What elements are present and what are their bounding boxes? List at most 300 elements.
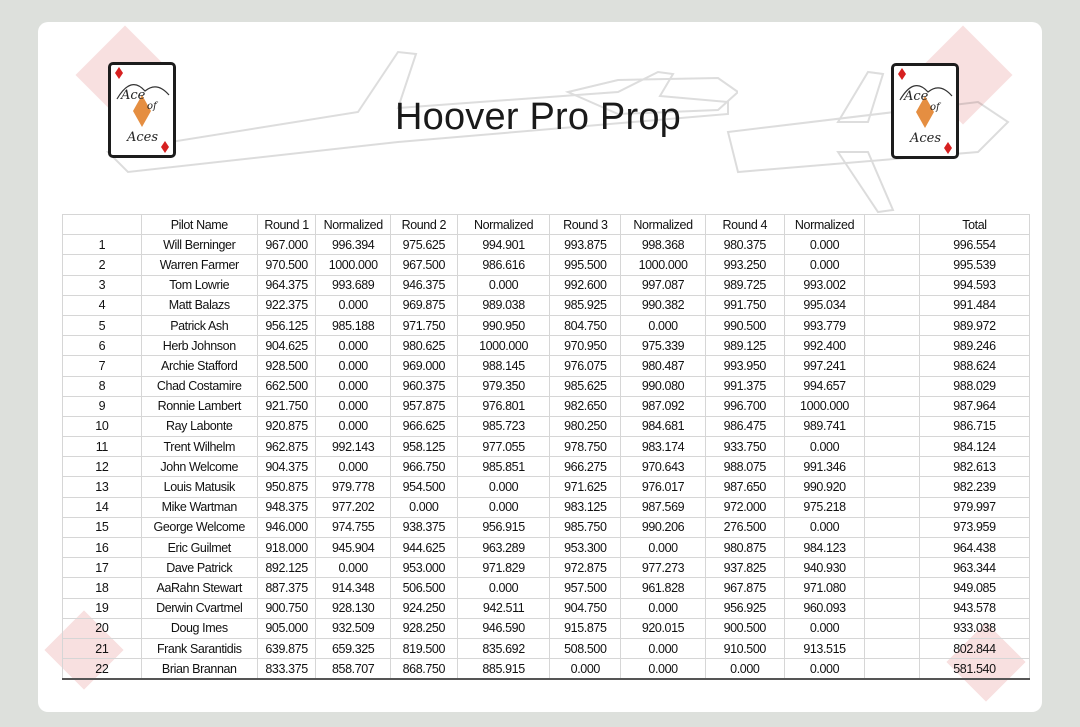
score-cell: 963.289: [457, 538, 550, 558]
rank-cell: 6: [63, 336, 142, 356]
score-cell: 914.348: [316, 578, 391, 598]
score-cell: [865, 517, 920, 537]
score-cell: 988.145: [457, 356, 550, 376]
total-cell: 802.844: [919, 638, 1029, 658]
rank-cell: 5: [63, 315, 142, 335]
total-cell: 973.959: [919, 517, 1029, 537]
rank-cell: 15: [63, 517, 142, 537]
score-cell: 976.017: [621, 477, 706, 497]
score-cell: 966.275: [550, 457, 621, 477]
score-cell: 0.000: [784, 517, 865, 537]
score-cell: 967.000: [257, 235, 316, 255]
pilot-name-cell: Archie Stafford: [141, 356, 257, 376]
score-cell: 990.206: [621, 517, 706, 537]
table-row: [63, 356, 1030, 376]
score-cell: 0.000: [457, 578, 550, 598]
pilot-name-cell: Will Berninger: [141, 235, 257, 255]
score-cell: 967.500: [391, 255, 458, 275]
score-cell: 946.000: [257, 517, 316, 537]
table-row: [63, 659, 1030, 680]
score-cell: 986.475: [705, 416, 784, 436]
score-cell: 988.075: [705, 457, 784, 477]
total-cell: 991.484: [919, 295, 1029, 315]
score-cell: 945.904: [316, 538, 391, 558]
score-cell: 920.875: [257, 416, 316, 436]
table-row: [63, 396, 1030, 416]
score-cell: 990.500: [705, 315, 784, 335]
score-cell: 0.000: [457, 477, 550, 497]
rank-cell: 8: [63, 376, 142, 396]
column-header: Normalized: [784, 215, 865, 235]
score-cell: 0.000: [550, 659, 621, 680]
score-cell: 983.174: [621, 437, 706, 457]
score-cell: [865, 416, 920, 436]
score-cell: 993.950: [705, 356, 784, 376]
pilot-name-cell: Frank Sarantidis: [141, 638, 257, 658]
rank-cell: 12: [63, 457, 142, 477]
score-cell: 984.681: [621, 416, 706, 436]
score-cell: 835.692: [457, 638, 550, 658]
score-cell: 956.925: [705, 598, 784, 618]
table-row: [63, 315, 1030, 335]
table-row: [63, 255, 1030, 275]
score-cell: 993.689: [316, 275, 391, 295]
score-cell: 987.650: [705, 477, 784, 497]
results-table: [62, 214, 1030, 680]
column-header: Normalized: [621, 215, 706, 235]
score-cell: 639.875: [257, 638, 316, 658]
score-cell: 990.382: [621, 295, 706, 315]
table-row: [63, 578, 1030, 598]
score-cell: 928.250: [391, 618, 458, 638]
score-cell: [865, 497, 920, 517]
score-cell: 985.925: [550, 295, 621, 315]
score-cell: [865, 336, 920, 356]
pilot-name-cell: Louis Matusik: [141, 477, 257, 497]
score-cell: 900.750: [257, 598, 316, 618]
pilot-name-cell: Patrick Ash: [141, 315, 257, 335]
pilot-name-cell: Eric Guilmet: [141, 538, 257, 558]
score-cell: 892.125: [257, 558, 316, 578]
total-cell: 982.239: [919, 477, 1029, 497]
total-cell: 949.085: [919, 578, 1029, 598]
svg-text:Ace: Ace: [904, 89, 929, 104]
score-cell: [865, 659, 920, 680]
score-cell: 937.825: [705, 558, 784, 578]
score-cell: 0.000: [316, 558, 391, 578]
column-header: Pilot Name: [141, 215, 257, 235]
score-cell: 971.625: [550, 477, 621, 497]
svg-text:Ace: Ace: [121, 88, 146, 103]
score-cell: 0.000: [784, 437, 865, 457]
score-cell: 946.590: [457, 618, 550, 638]
rank-cell: 10: [63, 416, 142, 436]
score-cell: 986.616: [457, 255, 550, 275]
score-cell: 976.801: [457, 396, 550, 416]
rank-cell: 19: [63, 598, 142, 618]
score-cell: 987.569: [621, 497, 706, 517]
score-cell: 924.250: [391, 598, 458, 618]
pilot-name-cell: Derwin Cvartmel: [141, 598, 257, 618]
score-cell: 972.000: [705, 497, 784, 517]
score-cell: 994.657: [784, 376, 865, 396]
total-cell: 996.554: [919, 235, 1029, 255]
score-cell: 980.875: [705, 538, 784, 558]
score-cell: 989.038: [457, 295, 550, 315]
score-cell: 985.851: [457, 457, 550, 477]
score-cell: 989.125: [705, 336, 784, 356]
score-cell: 970.950: [550, 336, 621, 356]
svg-text:of: of: [930, 102, 940, 113]
score-cell: 1000.000: [457, 336, 550, 356]
score-cell: 990.950: [457, 315, 550, 335]
score-cell: 980.487: [621, 356, 706, 376]
rank-cell: 22: [63, 659, 142, 680]
score-cell: 904.375: [257, 457, 316, 477]
rank-cell: 20: [63, 618, 142, 638]
score-cell: 1000.000: [621, 255, 706, 275]
score-cell: 0.000: [621, 659, 706, 680]
table-row: [63, 558, 1030, 578]
score-cell: 0.000: [784, 659, 865, 680]
score-cell: 0.000: [784, 618, 865, 638]
total-cell: 987.964: [919, 396, 1029, 416]
score-cell: [865, 295, 920, 315]
total-cell: 994.593: [919, 275, 1029, 295]
score-cell: [865, 396, 920, 416]
score-cell: 992.600: [550, 275, 621, 295]
score-cell: 276.500: [705, 517, 784, 537]
table-row: [63, 376, 1030, 396]
table-row: [63, 275, 1030, 295]
score-cell: 913.515: [784, 638, 865, 658]
table-row: [63, 538, 1030, 558]
score-cell: 995.500: [550, 255, 621, 275]
score-cell: [865, 235, 920, 255]
score-cell: 868.750: [391, 659, 458, 680]
score-cell: 946.375: [391, 275, 458, 295]
score-cell: 980.250: [550, 416, 621, 436]
rank-cell: 16: [63, 538, 142, 558]
score-cell: 950.875: [257, 477, 316, 497]
score-cell: 940.930: [784, 558, 865, 578]
score-cell: 970.500: [257, 255, 316, 275]
score-cell: [865, 578, 920, 598]
score-cell: 1000.000: [316, 255, 391, 275]
score-cell: 0.000: [316, 396, 391, 416]
total-cell: 988.624: [919, 356, 1029, 376]
pilot-name-cell: John Welcome: [141, 457, 257, 477]
score-cell: 980.375: [705, 235, 784, 255]
score-cell: 0.000: [784, 255, 865, 275]
score-cell: 993.875: [550, 235, 621, 255]
total-cell: 933.038: [919, 618, 1029, 638]
total-cell: 989.246: [919, 336, 1029, 356]
score-cell: 976.075: [550, 356, 621, 376]
score-cell: 918.000: [257, 538, 316, 558]
score-cell: 971.750: [391, 315, 458, 335]
rank-cell: 1: [63, 235, 142, 255]
score-cell: 969.875: [391, 295, 458, 315]
score-cell: 1000.000: [784, 396, 865, 416]
score-cell: [865, 315, 920, 335]
score-cell: 982.650: [550, 396, 621, 416]
column-header: [865, 215, 920, 235]
rank-cell: 18: [63, 578, 142, 598]
score-cell: 993.250: [705, 255, 784, 275]
score-cell: [865, 638, 920, 658]
score-cell: [865, 618, 920, 638]
rank-cell: 2: [63, 255, 142, 275]
score-cell: 0.000: [316, 356, 391, 376]
score-cell: 0.000: [457, 275, 550, 295]
score-cell: 972.875: [550, 558, 621, 578]
score-cell: 970.643: [621, 457, 706, 477]
score-cell: 506.500: [391, 578, 458, 598]
column-header: Total: [919, 215, 1029, 235]
score-cell: 956.915: [457, 517, 550, 537]
score-cell: 990.920: [784, 477, 865, 497]
score-cell: 900.500: [705, 618, 784, 638]
total-cell: 943.578: [919, 598, 1029, 618]
score-cell: 0.000: [784, 235, 865, 255]
score-cell: 977.273: [621, 558, 706, 578]
score-cell: 997.087: [621, 275, 706, 295]
score-cell: 996.394: [316, 235, 391, 255]
score-cell: 960.375: [391, 376, 458, 396]
score-cell: 994.901: [457, 235, 550, 255]
page-title: Hoover Pro Prop: [394, 96, 681, 138]
score-cell: 921.750: [257, 396, 316, 416]
score-cell: [865, 457, 920, 477]
score-cell: 942.511: [457, 598, 550, 618]
total-cell: 979.997: [919, 497, 1029, 517]
table-header-row: [63, 215, 1030, 235]
score-cell: 0.000: [621, 598, 706, 618]
score-cell: 974.755: [316, 517, 391, 537]
score-cell: 0.000: [705, 659, 784, 680]
score-cell: 992.400: [784, 336, 865, 356]
total-cell: 989.972: [919, 315, 1029, 335]
airplane-watermark: [718, 62, 1018, 222]
rank-cell: 11: [63, 437, 142, 457]
score-cell: 980.625: [391, 336, 458, 356]
score-cell: [865, 538, 920, 558]
table-row: [63, 618, 1030, 638]
score-cell: 979.350: [457, 376, 550, 396]
table-row: [63, 497, 1030, 517]
table-row: [63, 235, 1030, 255]
ace-of-aces-logo: [108, 62, 176, 158]
score-cell: 953.300: [550, 538, 621, 558]
score-cell: [865, 477, 920, 497]
table-row: [63, 638, 1030, 658]
score-cell: 910.500: [705, 638, 784, 658]
score-cell: [865, 558, 920, 578]
rank-cell: 3: [63, 275, 142, 295]
score-cell: 0.000: [391, 497, 458, 517]
score-cell: 971.829: [457, 558, 550, 578]
pilot-name-cell: Dave Patrick: [141, 558, 257, 578]
score-cell: 966.625: [391, 416, 458, 436]
score-cell: 966.750: [391, 457, 458, 477]
score-cell: 0.000: [621, 315, 706, 335]
score-cell: 920.015: [621, 618, 706, 638]
pilot-name-cell: Warren Farmer: [141, 255, 257, 275]
score-cell: 969.000: [391, 356, 458, 376]
score-cell: 957.500: [550, 578, 621, 598]
pilot-name-cell: Matt Balazs: [141, 295, 257, 315]
total-cell: 995.539: [919, 255, 1029, 275]
total-cell: 988.029: [919, 376, 1029, 396]
score-cell: 991.750: [705, 295, 784, 315]
total-cell: 986.715: [919, 416, 1029, 436]
score-cell: 991.375: [705, 376, 784, 396]
score-cell: 975.625: [391, 235, 458, 255]
score-cell: 995.034: [784, 295, 865, 315]
score-cell: 985.750: [550, 517, 621, 537]
pilot-name-cell: Chad Costamire: [141, 376, 257, 396]
score-cell: 662.500: [257, 376, 316, 396]
pilot-name-cell: AaRahn Stewart: [141, 578, 257, 598]
svg-text:of: of: [147, 101, 157, 112]
column-header: [63, 215, 142, 235]
score-cell: 957.875: [391, 396, 458, 416]
score-cell: 659.325: [316, 638, 391, 658]
table-row: [63, 598, 1030, 618]
score-cell: 956.125: [257, 315, 316, 335]
score-cell: 975.339: [621, 336, 706, 356]
score-cell: 971.080: [784, 578, 865, 598]
score-cell: 0.000: [621, 638, 706, 658]
score-cell: 0.000: [316, 295, 391, 315]
score-cell: 979.778: [316, 477, 391, 497]
score-cell: 989.725: [705, 275, 784, 295]
score-cell: 928.130: [316, 598, 391, 618]
total-cell: 982.613: [919, 457, 1029, 477]
rank-cell: 17: [63, 558, 142, 578]
rank-cell: 14: [63, 497, 142, 517]
score-cell: [865, 356, 920, 376]
score-cell: 922.375: [257, 295, 316, 315]
score-cell: 0.000: [316, 457, 391, 477]
score-cell: 960.093: [784, 598, 865, 618]
column-header: Round 1: [257, 215, 316, 235]
total-cell: 581.540: [919, 659, 1029, 680]
svg-text:Aces: Aces: [910, 131, 942, 146]
score-cell: 508.500: [550, 638, 621, 658]
score-cell: [865, 255, 920, 275]
score-cell: 858.707: [316, 659, 391, 680]
score-cell: 0.000: [621, 538, 706, 558]
score-cell: 967.875: [705, 578, 784, 598]
score-cell: 938.375: [391, 517, 458, 537]
total-cell: 963.344: [919, 558, 1029, 578]
table-row: [63, 517, 1030, 537]
score-cell: [865, 598, 920, 618]
score-cell: 961.828: [621, 578, 706, 598]
score-cell: 984.123: [784, 538, 865, 558]
score-cell: 996.700: [705, 396, 784, 416]
score-cell: 977.055: [457, 437, 550, 457]
column-header: Normalized: [457, 215, 550, 235]
score-cell: 833.375: [257, 659, 316, 680]
rank-cell: 13: [63, 477, 142, 497]
score-cell: 932.509: [316, 618, 391, 638]
rank-cell: 21: [63, 638, 142, 658]
score-cell: 975.218: [784, 497, 865, 517]
score-cell: 989.741: [784, 416, 865, 436]
score-cell: 954.500: [391, 477, 458, 497]
column-header: Round 3: [550, 215, 621, 235]
score-cell: 953.000: [391, 558, 458, 578]
total-cell: 984.124: [919, 437, 1029, 457]
pilot-name-cell: Doug Imes: [141, 618, 257, 638]
score-cell: 993.779: [784, 315, 865, 335]
score-cell: 998.368: [621, 235, 706, 255]
column-header: Round 4: [705, 215, 784, 235]
pilot-name-cell: George Welcome: [141, 517, 257, 537]
score-cell: 987.092: [621, 396, 706, 416]
score-cell: 944.625: [391, 538, 458, 558]
score-cell: 964.375: [257, 275, 316, 295]
score-cell: 993.002: [784, 275, 865, 295]
score-cell: 904.750: [550, 598, 621, 618]
score-cell: 0.000: [457, 497, 550, 517]
column-header: Normalized: [316, 215, 391, 235]
score-cell: 958.125: [391, 437, 458, 457]
score-cell: 977.202: [316, 497, 391, 517]
table-row: [63, 336, 1030, 356]
score-cell: 819.500: [391, 638, 458, 658]
table-row: [63, 295, 1030, 315]
score-cell: 885.915: [457, 659, 550, 680]
table-row: [63, 416, 1030, 436]
score-cell: 904.625: [257, 336, 316, 356]
score-cell: 928.500: [257, 356, 316, 376]
score-cell: 985.188: [316, 315, 391, 335]
score-cell: 887.375: [257, 578, 316, 598]
svg-text:Aces: Aces: [127, 130, 159, 145]
score-cell: [865, 275, 920, 295]
score-cell: 990.080: [621, 376, 706, 396]
score-cell: 962.875: [257, 437, 316, 457]
pilot-name-cell: Ray Labonte: [141, 416, 257, 436]
score-cell: 0.000: [316, 336, 391, 356]
pilot-name-cell: Herb Johnson: [141, 336, 257, 356]
pilot-name-cell: Brian Brannan: [141, 659, 257, 680]
ace-of-aces-logo: [891, 63, 959, 159]
pilot-name-cell: Tom Lowrie: [141, 275, 257, 295]
score-cell: 933.750: [705, 437, 784, 457]
score-cell: 948.375: [257, 497, 316, 517]
score-cell: 983.125: [550, 497, 621, 517]
score-cell: 905.000: [257, 618, 316, 638]
table-row: [63, 477, 1030, 497]
score-cell: 985.723: [457, 416, 550, 436]
score-cell: 985.625: [550, 376, 621, 396]
score-cell: 997.241: [784, 356, 865, 376]
score-cell: 0.000: [316, 376, 391, 396]
score-cell: [865, 437, 920, 457]
total-cell: 964.438: [919, 538, 1029, 558]
rank-cell: 7: [63, 356, 142, 376]
rank-cell: 9: [63, 396, 142, 416]
score-cell: 991.346: [784, 457, 865, 477]
score-cell: [865, 376, 920, 396]
pilot-name-cell: Ronnie Lambert: [141, 396, 257, 416]
score-cell: 0.000: [316, 416, 391, 436]
